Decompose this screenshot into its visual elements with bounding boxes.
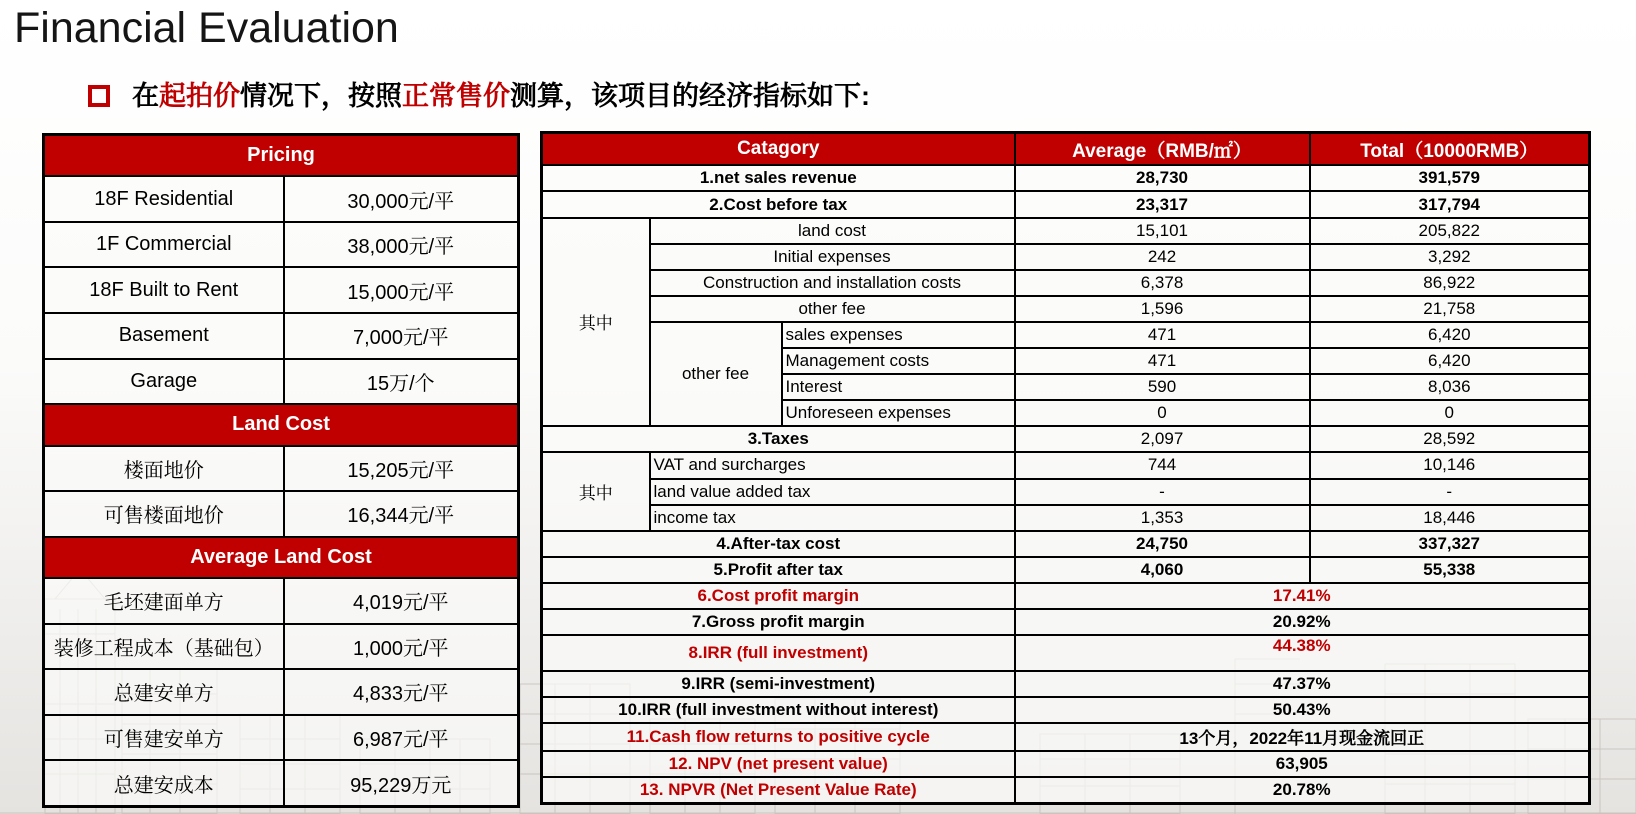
table-row: [542, 505, 1590, 531]
row-label: 18F Residential: [44, 176, 284, 222]
table-row: [542, 723, 1590, 751]
row-label: 8.IRR (full investment): [542, 635, 1015, 671]
table-row: [542, 697, 1590, 723]
avg-value: 471: [1015, 348, 1310, 374]
avg-value: 4,060: [1015, 557, 1310, 583]
economic-indicators-table: [540, 131, 1591, 805]
subtitle-text: [132, 80, 870, 112]
row-value: 6,987元/平: [284, 715, 519, 761]
table-row: [44, 491, 519, 537]
avg-value: 6,378: [1015, 270, 1310, 296]
table-row: [44, 222, 519, 268]
avg-value: 471: [1015, 322, 1310, 348]
row-label: 5.Profit after tax: [542, 557, 1015, 583]
row-label: 可售建安单方: [44, 715, 284, 761]
table-row: [542, 244, 1590, 270]
table-row: [44, 578, 519, 624]
table-row: [542, 270, 1590, 296]
row-value: 4,833元/平: [284, 669, 519, 715]
table-row: [44, 446, 519, 492]
row-label: 2.Cost before tax: [542, 191, 1015, 217]
table-row: [44, 624, 519, 670]
row-value: 30,000元/平: [284, 176, 519, 222]
table-row: [44, 669, 519, 715]
total-value: 317,794: [1310, 191, 1590, 217]
row-label: 总建安成本: [44, 760, 284, 806]
row-label: 12. NPV (net present value): [542, 751, 1015, 777]
subtitle-highlight: 正常售价: [402, 81, 510, 111]
table-row: [542, 479, 1590, 505]
total-value: 55,338: [1310, 557, 1590, 583]
row-label: 1.net sales revenue: [542, 165, 1015, 191]
table-row: [542, 426, 1590, 452]
table-row: [542, 191, 1590, 217]
row-value: 4,019元/平: [284, 578, 519, 624]
row-label: 1F Commercial: [44, 222, 284, 268]
row-label: 9.IRR (semi-investment): [542, 671, 1015, 697]
total-value: 10,146: [1310, 452, 1590, 478]
row-label: Unforeseen expenses: [782, 400, 1015, 426]
total-value: 21,758: [1310, 296, 1590, 322]
row-label: 楼面地价: [44, 446, 284, 492]
row-label: 11.Cash flow returns to positive cycle: [542, 723, 1015, 751]
table-row: [542, 296, 1590, 322]
merged-value: 44.38%: [1015, 635, 1590, 671]
merged-value: 17.41%: [1015, 583, 1590, 609]
page-title: Financial Evaluation: [14, 4, 399, 52]
avg-value: 2,097: [1015, 426, 1310, 452]
table-row: [542, 557, 1590, 583]
table-row: [542, 671, 1590, 697]
table-row: [44, 359, 519, 405]
row-value: 15,205元/平: [284, 446, 519, 492]
table-row: [44, 537, 519, 578]
section-header-pricing: Pricing: [44, 135, 519, 177]
row-label: Interest: [782, 374, 1015, 400]
row-label: other fee: [650, 296, 1015, 322]
avg-value: 15,101: [1015, 218, 1310, 244]
total-value: 6,420: [1310, 322, 1590, 348]
merged-value: 50.43%: [1015, 697, 1590, 723]
table-row: [44, 313, 519, 359]
avg-value: 1,596: [1015, 296, 1310, 322]
among-which-label: 其中: [542, 218, 650, 427]
row-label: land value added tax: [650, 479, 1015, 505]
row-label: VAT and surcharges: [650, 452, 1015, 478]
table-row: [44, 267, 519, 313]
row-label: Construction and installation costs: [650, 270, 1015, 296]
section-header-land-cost: Land Cost: [44, 404, 519, 445]
total-value: 28,592: [1310, 426, 1590, 452]
subtitle-segment: 测算，该项目的经济指标如下:: [510, 81, 870, 111]
column-header-total: Total（10000RMB）: [1310, 133, 1590, 166]
row-label: Garage: [44, 359, 284, 405]
total-value: 337,327: [1310, 531, 1590, 557]
table-row: [44, 135, 519, 177]
merged-value: 13个月，2022年11月现金流回正: [1015, 723, 1590, 751]
table-row: [542, 165, 1590, 191]
row-label: 4.After-tax cost: [542, 531, 1015, 557]
row-label: sales expenses: [782, 322, 1015, 348]
row-label: Management costs: [782, 348, 1015, 374]
avg-value: 590: [1015, 374, 1310, 400]
row-label: 总建安单方: [44, 669, 284, 715]
table-row: [542, 218, 1590, 244]
row-value: 1,000元/平: [284, 624, 519, 670]
table-row: [542, 452, 1590, 478]
pricing-cost-table: [42, 133, 520, 808]
avg-value: 1,353: [1015, 505, 1310, 531]
table-row: [44, 176, 519, 222]
merged-value: 47.37%: [1015, 671, 1590, 697]
total-value: 86,922: [1310, 270, 1590, 296]
avg-value: -: [1015, 479, 1310, 505]
row-label: 3.Taxes: [542, 426, 1015, 452]
column-header-category: Catagory: [542, 133, 1015, 166]
total-value: 18,446: [1310, 505, 1590, 531]
avg-value: 23,317: [1015, 191, 1310, 217]
total-value: 6,420: [1310, 348, 1590, 374]
row-label: income tax: [650, 505, 1015, 531]
row-label: 毛坯建面单方: [44, 578, 284, 624]
row-value: 16,344元/平: [284, 491, 519, 537]
row-value: 7,000元/平: [284, 313, 519, 359]
avg-value: 28,730: [1015, 165, 1310, 191]
table-row: [542, 322, 1590, 348]
bullet-square-icon: [88, 85, 110, 107]
table-row: [542, 777, 1590, 803]
row-label: 18F Built to Rent: [44, 267, 284, 313]
row-label: Initial expenses: [650, 244, 1015, 270]
row-label: 13. NPVR (Net Present Value Rate): [542, 777, 1015, 803]
table-header-row: [542, 133, 1590, 166]
table-row: [44, 715, 519, 761]
subtitle: [88, 80, 870, 112]
row-label: land cost: [650, 218, 1015, 244]
subtitle-segment: 情况下，按照: [240, 81, 402, 111]
total-value: 3,292: [1310, 244, 1590, 270]
avg-value: 24,750: [1015, 531, 1310, 557]
merged-value: 63,905: [1015, 751, 1590, 777]
merged-value: 20.92%: [1015, 609, 1590, 635]
row-label: 装修工程成本（基础包）: [44, 624, 284, 670]
row-label: 10.IRR (full investment without interest): [542, 697, 1015, 723]
table-row: [542, 531, 1590, 557]
avg-value: 242: [1015, 244, 1310, 270]
column-header-average: Average（RMB/㎡）: [1015, 133, 1310, 166]
table-row: [542, 751, 1590, 777]
table-row: [542, 609, 1590, 635]
row-value: 15,000元/平: [284, 267, 519, 313]
other-fee-group-label: other fee: [650, 322, 782, 426]
table-row: [542, 635, 1590, 671]
total-value: 391,579: [1310, 165, 1590, 191]
row-label: 6.Cost profit margin: [542, 583, 1015, 609]
avg-value: 744: [1015, 452, 1310, 478]
avg-value: 0: [1015, 400, 1310, 426]
total-value: -: [1310, 479, 1590, 505]
row-value: 38,000元/平: [284, 222, 519, 268]
row-value: 15万/个: [284, 359, 519, 405]
table-row: [44, 404, 519, 445]
row-label: 可售楼面地价: [44, 491, 284, 537]
row-label: Basement: [44, 313, 284, 359]
row-label: 7.Gross profit margin: [542, 609, 1015, 635]
total-value: 0: [1310, 400, 1590, 426]
section-header-average-land-cost: Average Land Cost: [44, 537, 519, 578]
table-row: [542, 583, 1590, 609]
among-which-label: 其中: [542, 452, 650, 530]
table-row: [44, 760, 519, 806]
total-value: 205,822: [1310, 218, 1590, 244]
row-value: 95,229万元: [284, 760, 519, 806]
merged-value: 20.78%: [1015, 777, 1590, 803]
total-value: 8,036: [1310, 374, 1590, 400]
subtitle-highlight: 起拍价: [159, 81, 240, 111]
subtitle-segment: 在: [132, 81, 159, 111]
